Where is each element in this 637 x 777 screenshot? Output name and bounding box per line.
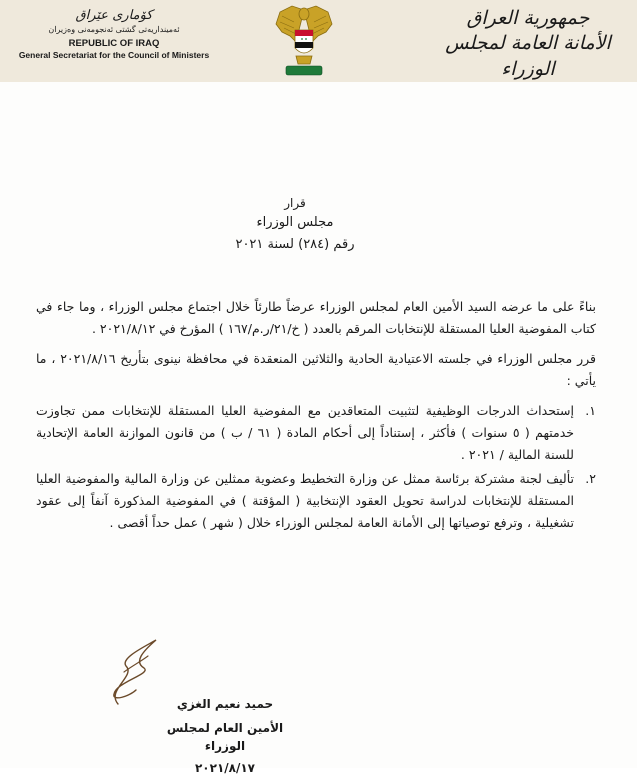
arabic-title: جمهورية العراق [466,7,590,29]
signatory-role: الأمين العام لمجلس الوزراء [166,721,284,753]
letterhead [0,0,637,82]
resolution-paragraph: قرر مجلس الوزراء في جلسته الاعتيادية الحادية والثلاثين المنعقدة في محافظة نينوى بتأريخ ٢٠٢١/٨/١٦ ، ما يأتي : [36,351,596,388]
list-item [36,468,596,534]
signatory-name: حميد نعيم الغزي [176,697,274,711]
decision-body [36,296,596,534]
signature-date: ٢٠٢١/٨/١٧ [194,761,256,775]
item-text: تأليف لجنة مشتركة برئاسة ممثل عن وزارة التخطيط وعضوية ممثلين عن وزارة المالية والمفوضية العليا المستقلة للإنتخابات لدراسة تحويل العقود الإنتخابية ( المؤقتة ) في المفوضية المذكورة آنفاً إلى عقود تشغيلية ، وترفع توصياتها إلى الأمانة العامة لمجلس الوزراء خلال ( شهر ) عمل حداً أقصى . [36,471,574,530]
decision-number: رقم (٢٨٤) لسنة ٢٠٢١ [235,237,355,252]
preamble-paragraph: بناءً على ما عرضه السيد الأمين العام لمجلس الوزراء عرضاً طارئاً خلال اجتماع مجلس الوزراء ، وما جاء في كتاب المفوضية العليا المستقلة للإنتخابات المرقم بالعدد ( خ/٢١/ر.م/١٦٧ ) المؤرخ في ٢٠٢١/٨/١٢ . [36,299,596,336]
council-name: مجلس الوزراء [256,215,334,230]
letterhead-right [433,6,623,82]
signature-block [160,696,290,777]
item-number: ٢. [585,471,596,486]
item-text: إستحداث الدرجات الوظيفية لتثبيت المتعاقدين مع المفوضية العليا المستقلة للإنتخابات ممن تجاوزت خدمتهم ( ٥ سنوات ) فأكثر ، إستناداً إلى أحكام المادة ( ٦١ / ب ) من قانون الموازنة العامة الإتحادية للسنة المالية / ٢٠٢١ . [36,403,574,462]
kurdish-subtitle: ئه‌مینداریه‌تی گشتی ئه‌نجومه‌نی وه‌زیران [48,25,180,34]
english-subtitle: General Secretariat for the Council of Ministers [18,50,210,60]
kurdish-title: کۆماری عێراق [75,8,153,23]
arabic-subtitle: الأمانة العامة لمجلس الوزراء [445,32,611,80]
letterhead-left [14,8,214,61]
english-title: REPUBLIC OF IRAQ [68,38,160,49]
list-item [36,400,596,466]
item-number: ١. [585,403,596,418]
decision-title-block [180,194,410,256]
resolution-items [36,400,596,534]
decision-label: قرار [284,196,306,210]
eagle-emblem-icon [272,2,336,80]
